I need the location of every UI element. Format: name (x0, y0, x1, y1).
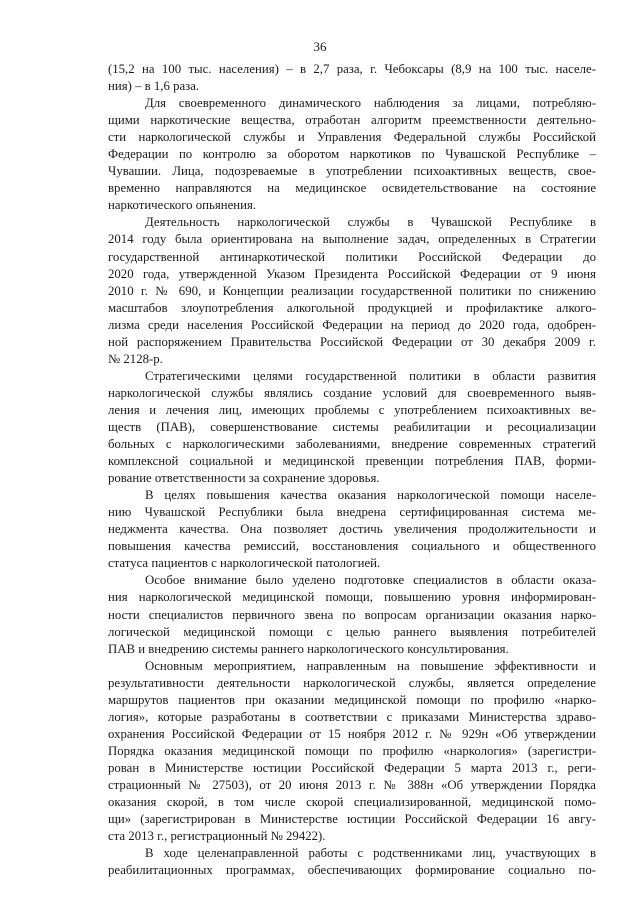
text-line: временно направляются на медицинское освидетельствование на состояние (108, 181, 596, 196)
text-line: Порядка оказания медицинской помощи по профилю «наркология» (зарегистри- (108, 743, 596, 758)
text-line: больных с наркологическими заболеваниями, внедрение современных стратегий (108, 437, 596, 452)
text-line: ления и лечения лиц, имеющих проблемы с употреблением психоактивных ве- (108, 402, 596, 417)
text-line: Деятельность наркологической службы в Чувашской Республике в (145, 215, 596, 230)
text-line: 2010 г. № 690, и Концепции реализации государственной политики по снижению (108, 283, 596, 298)
text-line: логия», которые разработаны в соответствии с приказами Министерства здраво- (108, 709, 596, 724)
text-line: рование ответственности за сохранение здоровья. (108, 471, 380, 486)
paragraph (108, 214, 596, 367)
text-line: щими наркотические вещества, отработан алгоритм преемственности деятельно- (108, 113, 596, 128)
text-line: ния наркологической медицинской помощи, повышению уровня информирован- (108, 590, 596, 605)
text-line: ния) – в 1,6 раза. (108, 79, 200, 94)
page-number: 36 (313, 39, 327, 54)
paragraph (108, 61, 596, 95)
text-line: неджмента качества. Она позволяет достичь увеличения продолжительности и (108, 522, 596, 537)
paragraph (108, 487, 596, 572)
text-line: щи» (зарегистрирован в Министерстве юстиции Российской Федерации 16 авгу- (108, 812, 596, 827)
paragraph (108, 658, 596, 846)
text-line: Стратегическими целями государственной политики в области развития (145, 368, 596, 383)
text-line: Федерации по контролю за оборотом наркотиков по Чувашской Республике – (108, 147, 596, 162)
text-line: лизма среди населения Российской Федерации на период до 2020 года, одобрен- (108, 317, 596, 332)
text-line: ществ (ПАВ), совершенствование системы реабилитации и ресоциализации (108, 419, 596, 434)
text-line: (15,2 на 100 тыс. населения) – в 2,7 раза, г. Чебоксары (8,9 на 100 тыс. населе- (108, 62, 596, 76)
text-line: ности специалистов первичного звена по вопросам организации оказания нарко- (108, 607, 596, 622)
text-line: результативности деятельности наркологической службы, является определение (108, 675, 596, 690)
text-line: Чувашии. Лица, подозреваемые в употреблении психоактивных веществ, свое- (108, 164, 596, 179)
text-line: Особое внимание было уделено подготовке специалистов в области оказа- (145, 573, 596, 588)
text-line: ПАВ и внедрению системы раннего наркологического консультирования. (108, 641, 509, 656)
paragraph (108, 368, 596, 487)
text-line: В целях повышения качества оказания наркологической помощи населе- (145, 488, 596, 503)
text-line: оказания скорой, в том числе скорой специализированной, медицинской помо- (108, 795, 596, 810)
text-line: повышения качества ремиссий, восстановления социального и общественного (108, 539, 596, 554)
text-line: масштабов злоупотребления алкогольной продукцией и профилактике алкого- (108, 300, 596, 315)
paragraph (108, 845, 596, 879)
text-line: комплексной социальной и медицинской превенции потребления ПАВ, форми- (108, 454, 596, 469)
text-line: Для своевременного динамического наблюдения за лицами, потребляю- (145, 96, 596, 111)
text-line: государственной антинаркотической политики Российской Федерации до (108, 249, 596, 264)
document-body (108, 61, 596, 879)
text-line: наркологической службы являлись создание условий для своевременного выяв- (108, 385, 596, 400)
text-line: страционный № 27503), от 20 июня 2013 г. № 388н «Об утверждении Порядка (108, 777, 596, 792)
text-line: маршрутов пациентов при оказании медицинской помощи по профилю «нарко- (108, 692, 596, 707)
text-line: № 2128-р. (108, 351, 163, 366)
text-line: охранения Российской Федерации от 15 ноября 2012 г. № 929н «Об утверждении (108, 726, 596, 741)
paragraph (108, 572, 596, 657)
text-line: реабилитационных программах, обеспечивающих формирование социально по- (108, 863, 596, 878)
text-line: ной распоряжением Правительства Российской Федерации от 30 декабря 2009 г. (108, 334, 596, 349)
paragraph (108, 95, 596, 214)
text-line: В ходе целенаправленной работы с родственниками лиц, участвующих в (145, 846, 596, 861)
text-line: рован в Министерстве юстиции Российской Федерации 5 марта 2013 г., реги- (108, 760, 596, 775)
text-line: наркотического опьянения. (108, 198, 257, 213)
text-line: нию Чувашской Республики была внедрена сертифицированная система ме- (108, 505, 596, 520)
text-line: Основным мероприятием, направленным на повышение эффективности и (145, 658, 596, 673)
text-line: 2020 года, утвержденной Указом Президента Российской Федерации от 9 июня (108, 266, 596, 281)
text-line: статуса пациентов с наркологической патологией. (108, 556, 381, 571)
text-line: 2014 году была ориентирована на выполнение задач, определенных в Стратегии (108, 232, 596, 247)
text-line: сти наркологической службы и Управления Федеральной службы Российской (108, 130, 596, 145)
text-line: логической медицинской помощи с целью раннего выявления потребителей (108, 624, 596, 639)
text-line: ста 2013 г., регистрационный № 29422). (108, 829, 326, 844)
